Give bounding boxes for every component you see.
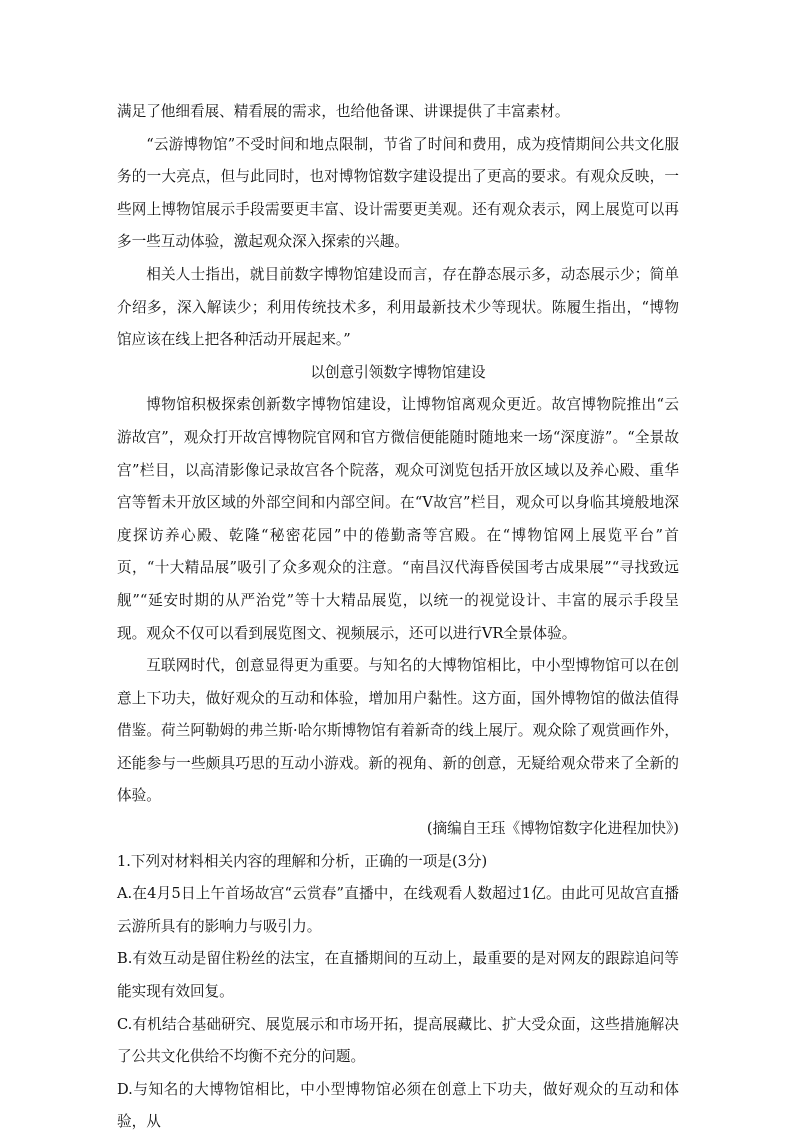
document-page <box>117 96 679 1139</box>
paragraph-palace-museum: 博物馆积极探索创新数字博物馆建设，让博物馆离观众更近。故宫博物院推出“云游故宫”，观众打开故宫博物院官网和官方微信便能随时随地来一场“深度游”。“全景故宫”栏目，以高清影像记录故宫各个院落，观众可浏览包括开放区域以及养心殿、重华宫等暂未开放区域的外部空间和内部空间。在“V故宫”栏目，观众可以身临其境般地深度探访养心殿、乾隆“秘密花园”中的倦勤斋等宫殿。在“博物馆网上展览平台”首页，“十大精品展”吸引了众多观众的注意。“南昌汉代海昏侯国考古成果展”“寻找致远舰”“延安时期的从严治党”等十大精品展览，以统一的视觉设计、丰富的展示手段呈现。观众不仅可以看到展览图文、视频展示，还可以进行VR全景体验。 <box>117 396 679 642</box>
option-c: C.有机结合基础研究、展览展示和市场开拓，提高展藏比、扩大受众面，这些措施解决了公共文化供给不均衡不充分的问题。 <box>117 1015 679 1066</box>
paragraph-continuation: 满足了他细看展、精看展的需求，也给他备课、讲课提供了丰富素材。 <box>117 103 570 120</box>
option-a: A.在4月5日上午首场故宫“云赏春”直播中，在线观看人数超过1亿。由此可见故宫直播云游所具有的影响力与吸引力。 <box>117 885 679 935</box>
question-stem: 1.下列对材料相关内容的理解和分析，正确的一项是(3分) <box>117 852 488 870</box>
paragraph-expert-opinion: 相关人士指出，就目前数字博物馆建设而言，存在静态展示多，动态展示少；简单介绍多，深入解读少；利用传统技术多，利用最新技术少等现状。陈履生指出，“博物馆应该在线上把各种活动开展起来。” <box>117 265 679 349</box>
paragraph-internet-era: 互联网时代，创意显得更为重要。与知名的大博物馆相比，中小型博物馆可以在创意上下功夫，做好观众的互动和体验，增加用户黏性。这方面，国外博物馆的做法值得借鉴。荷兰阿勒姆的弗兰斯·哈尔斯博物馆有着新奇的线上展厅。观众除了观赏画作外，还能参与一些颇具巧思的互动小游戏。新的视角、新的创意，无疑给观众带来了全新的体验。 <box>117 657 679 805</box>
source-citation: (摘编自王珏《博物馆数字化进程加快》) <box>426 820 679 838</box>
paragraph-cloud-museum: “云游博物馆”不受时间和地点限制，节省了时间和费用，成为疫情期间公共文化服务的一大亮点，但与此同时，也对博物馆数字建设提出了更高的要求。有观众反映，一些网上博物馆展示手段需要更丰富、设计需要更美观。还有观众表示，网上展览可以再多一些互动体验，激起观众深入探索的兴趣。 <box>117 135 679 251</box>
option-b: B.有效互动是留住粉丝的法宝，在直播期间的互动上，最重要的是对网友的跟踪追问等能实现有效回复。 <box>117 950 679 1001</box>
section-heading: 以创意引领数字博物馆建设 <box>310 363 486 381</box>
option-d: D.与知名的大博物馆相比，中小型博物馆必须在创意上下功夫，做好观众的互动和体验，从 <box>117 1080 679 1131</box>
